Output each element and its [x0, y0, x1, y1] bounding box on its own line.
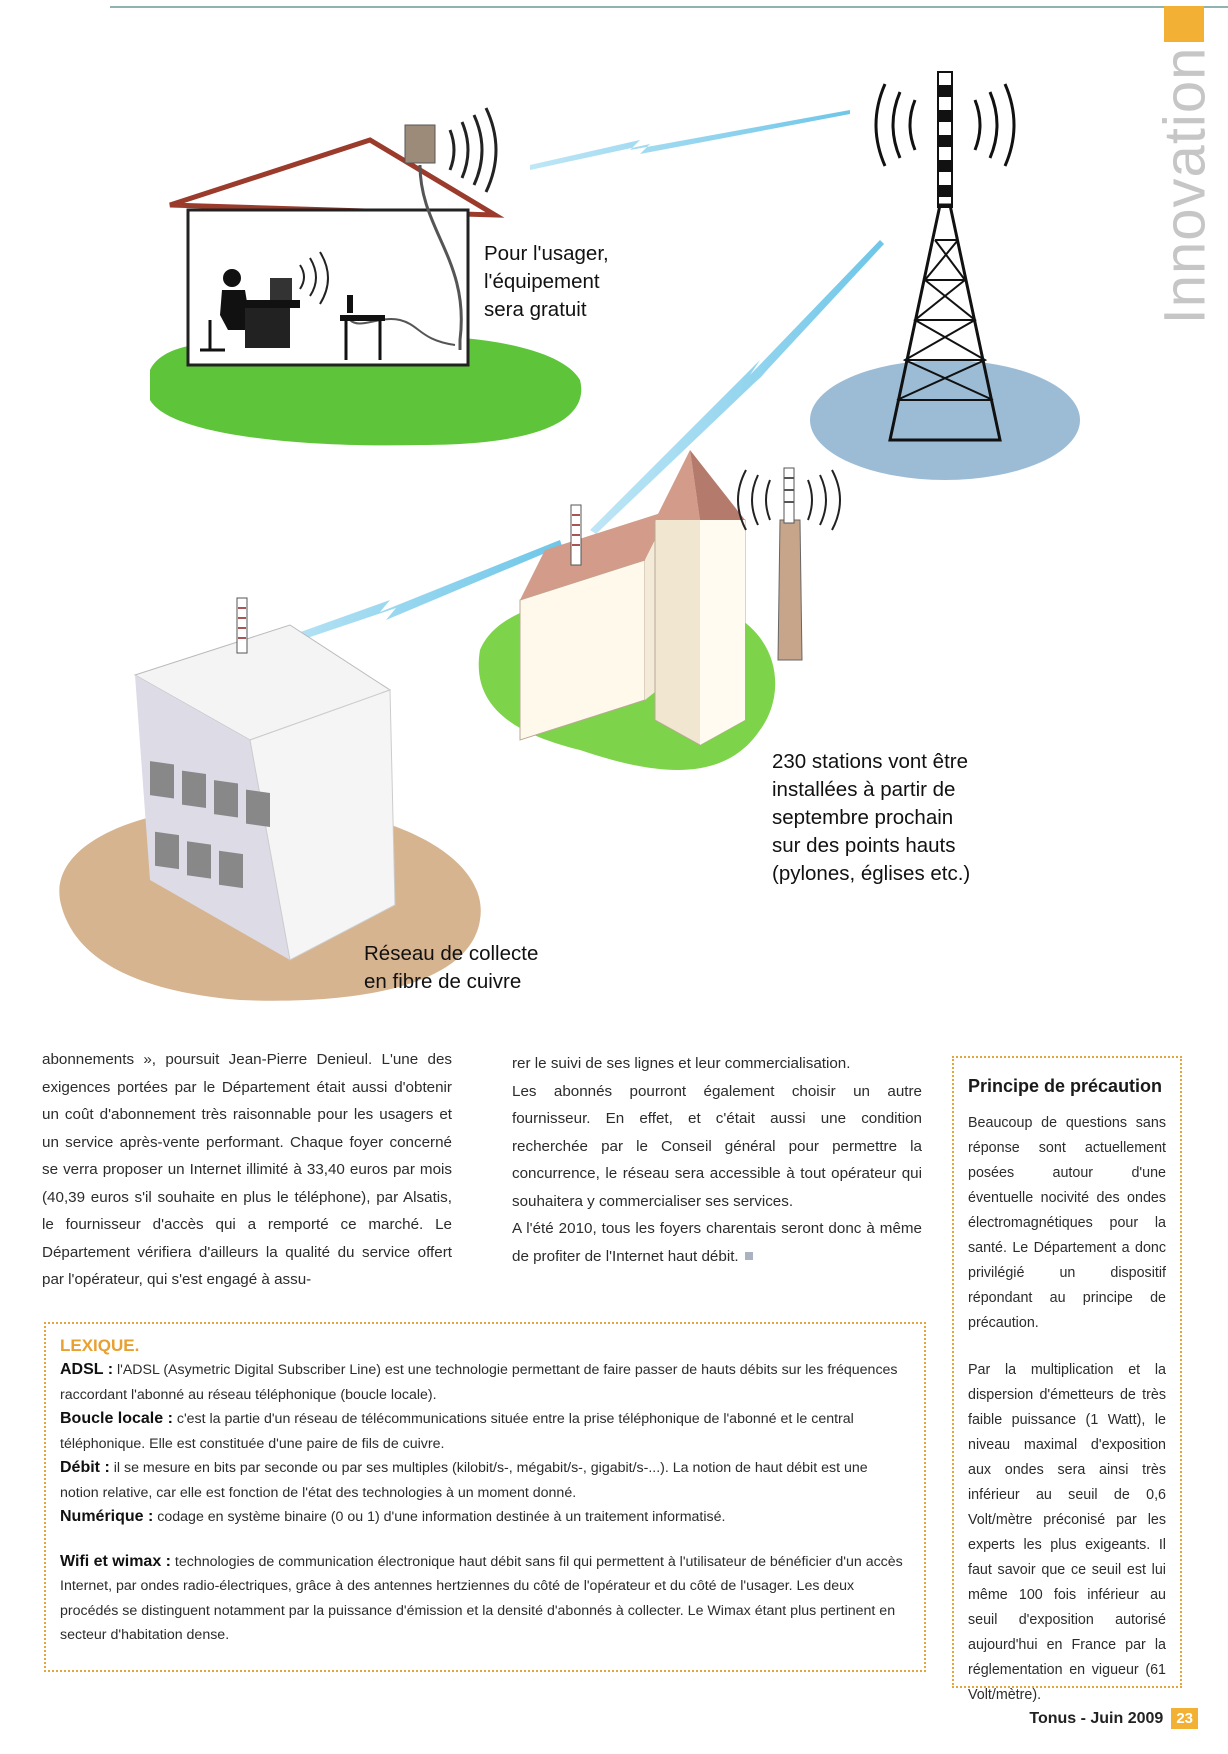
article-column-1	[42, 1046, 452, 1294]
page-footer	[1029, 1708, 1198, 1729]
lexique-definition: technologies de communication électronique haut débit sans fil qui permettent à l'utilisateur de bénéficier d'un accès Internet, par ondes radio-électriques, grâce à des antennes hertziennes du côté de l'opérateur et du côté de l'usager. Les deux procédés se distinguent notamment par la puissance d'émission et la densité d'abonnés à collecter. Le Wimax étant plus pertinent en secteur d'habitation dense.	[60, 1553, 903, 1643]
article-paragraph	[512, 1215, 922, 1270]
lexique-box	[44, 1322, 926, 1672]
callout-reseau	[364, 940, 538, 996]
callout-stations	[772, 748, 970, 888]
lexique-entry	[60, 1505, 904, 1530]
section-label-text: Innovation	[1152, 46, 1218, 324]
callout-reseau-line: Réseau de collecte	[364, 942, 539, 965]
precaution-box	[952, 1056, 1182, 1703]
article-paragraph: abonnements », poursuit Jean-Pierre Denieul. L'une des exigences portées par le Département était aussi d'obtenir un coût d'abonnement très raisonnable pour les usagers et un service après-vente performant. Chaque foyer concerné se verra proposer un Internet illimité à 33,40 euros par mois (40,39 euros s'il souhaite en plus le téléphone), par Alsatis, le fournisseur d'accès qui a remporté ce marché. Le Département vérifiera d'ailleurs la qualité du service offert par l'opérateur, qui s'est engagé à assu-	[42, 1051, 452, 1288]
lexique-definition: c'est la partie d'un réseau de télécommunications située entre la prise téléphonique de l'abonné et le central téléphonique. Elle est constituée d'une paire de fils de cuivre.	[60, 1411, 854, 1452]
callout-stations-line: installées à partir de	[772, 778, 956, 801]
end-of-article-mark	[745, 1252, 753, 1260]
lexique-definition: codage en système binaire (0 ou 1) d'une information destinée à un traitement informatisé.	[153, 1509, 726, 1525]
article-paragraph: rer le suivi de ses lignes et leur commercialisation.	[512, 1055, 851, 1072]
lexique-term: Numérique :	[60, 1508, 154, 1525]
callout-usager-line: l'équipement	[484, 270, 600, 293]
magazine-issue: Tonus - Juin 2009	[1029, 1709, 1164, 1727]
callout-stations-line: sur des points hauts	[772, 834, 956, 857]
lexique-term: ADSL :	[60, 1361, 114, 1378]
lexique-entry	[60, 1407, 904, 1456]
precaution-paragraph: Par la multiplication et la dispersion d'émetteurs de très faible puissance (1 Watt), le niveau maximal d'exposition aux ondes sera ainsi très inférieur au seuil de 0,6 Volt/mètre préconisé par les experts les plus exigeants. Il faut savoir que ce seuil est lui même 100 fois inférieur au seuil d'exposition autorisé aujourd'hui en France par la réglementation en vigueur (61 Volt/mètre).	[968, 1362, 1166, 1703]
precaution-paragraph: Beaucoup de questions sans réponse sont actuellement posées autour d'une éventuelle nocivité des ondes électromagnétiques pour la santé. Le Département a donc privilégié un dispositif répondant au principe de précaution.	[968, 1115, 1166, 1331]
beam-house-pylon	[530, 110, 850, 170]
lexique-entry	[60, 1456, 904, 1505]
house	[170, 108, 496, 365]
article-paragraph: Les abonnés pourront également choisir un autre fournisseur. En effet, et c'était aussi une condition recherchée par le Conseil général pour permettre la concurrence, le réseau sera accessible à tout opérateur qui souhaitera y commercialiser ses services.	[512, 1082, 922, 1210]
callout-usager-line: Pour l'usager,	[484, 242, 609, 265]
page-number: 23	[1171, 1708, 1198, 1729]
lexique-entry	[60, 1550, 904, 1648]
article-closing-text: A l'été 2010, tous les foyers charentais seront donc à même de profiter de l'Internet haut débit.	[512, 1220, 922, 1265]
callout-usager-line: sera gratuit	[484, 298, 587, 321]
lexique-entry	[60, 1358, 904, 1407]
callout-reseau-line: en fibre de cuivre	[364, 970, 522, 993]
callout-stations-line: (pylones, églises etc.)	[772, 862, 971, 885]
lexique-term: Boucle locale :	[60, 1410, 173, 1427]
lexique-definition: il se mesure en bits par seconde ou par ses multiples (kilobit/s-, mégabit/s-, gigabit/s-...). La notion de haut débit est une notion relative, car elle est fonction de l'état des technologies à un moment donné.	[60, 1460, 868, 1501]
lexique-term: Wifi et wimax :	[60, 1552, 171, 1570]
lexique-term: Débit :	[60, 1459, 110, 1476]
callout-stations-line: 230 stations vont être	[772, 750, 969, 773]
callout-stations-line: septembre prochain	[772, 806, 954, 829]
callout-usager	[484, 240, 609, 324]
lexique-title: LEXIQUE.	[60, 1336, 140, 1355]
precaution-title: Principe de précaution	[968, 1076, 1163, 1096]
lexique-spacer	[60, 1530, 904, 1550]
lexique-definition: l'ADSL (Asymetric Digital Subscriber Line) est une technologie permettant de faire passer de hauts débits sur les fréquences raccordant l'abonné au réseau téléphonique (boucle locale).	[60, 1362, 898, 1403]
article-column-2	[512, 1050, 922, 1270]
